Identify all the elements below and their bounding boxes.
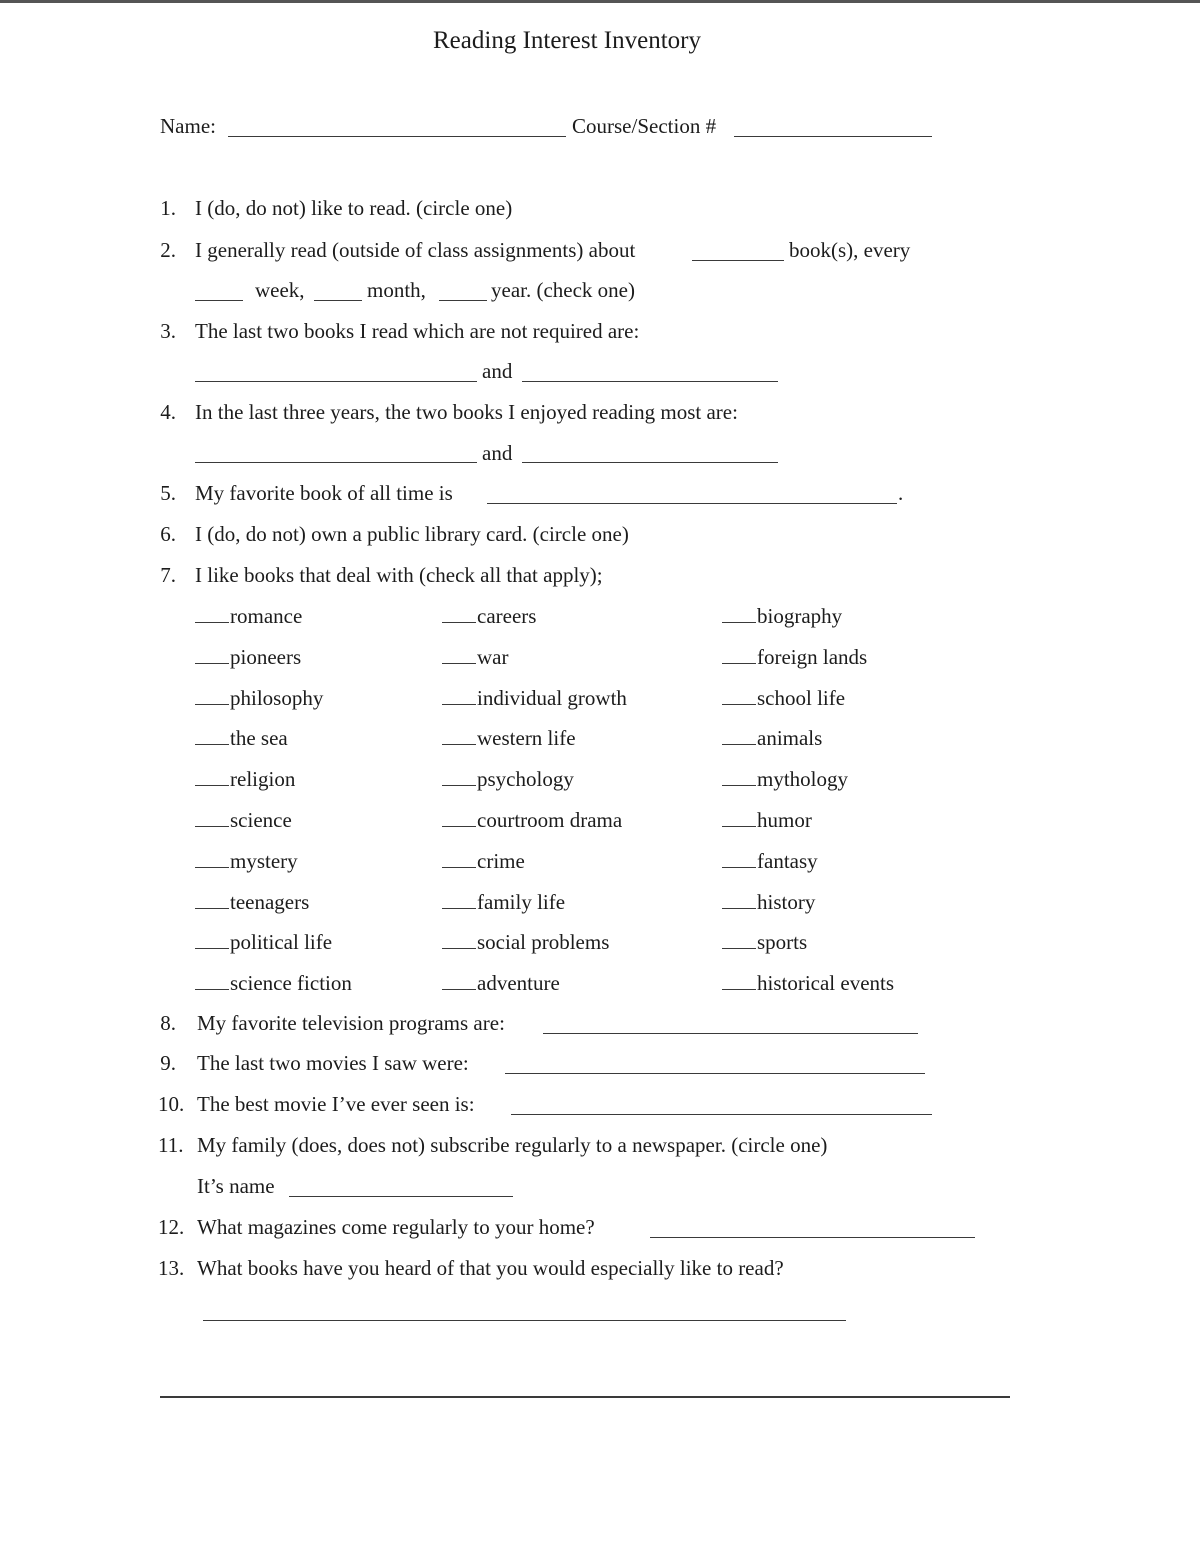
q12-text: What magazines come regularly to your home?: [197, 1215, 595, 1239]
q7-text: I like books that deal with (check all that apply);: [195, 563, 603, 587]
genre-checkbox[interactable]: [442, 851, 476, 868]
genre-checkbox[interactable]: [442, 647, 476, 664]
genre-item: [722, 810, 812, 831]
genre-label: mythology: [757, 767, 849, 791]
q13-answer-line-1[interactable]: [203, 1320, 846, 1321]
genre-checkbox[interactable]: [722, 606, 756, 623]
q2-text: I generally read (outside of class assignments) about: [195, 238, 636, 262]
genre-checkbox[interactable]: [195, 688, 229, 705]
genre-label: careers: [477, 604, 537, 628]
genre-item: [722, 769, 848, 790]
q1-number: 1.: [160, 196, 176, 220]
genre-checkbox[interactable]: [722, 973, 756, 990]
q13-answer-line-2[interactable]: [160, 1396, 1010, 1398]
page-top-edge: [0, 0, 1200, 3]
q8-text: My favorite television programs are:: [197, 1011, 505, 1035]
genre-item: [442, 728, 576, 749]
genre-checkbox[interactable]: [195, 932, 229, 949]
genre-item: [722, 892, 815, 913]
genre-label: school life: [757, 686, 846, 710]
genre-label: mystery: [230, 849, 298, 873]
q2-week-check[interactable]: [195, 300, 243, 301]
q5-text: My favorite book of all time is: [195, 481, 453, 505]
q2-year-label: year. (check one): [491, 278, 635, 302]
name-label: Name:: [160, 114, 216, 138]
q2-text-books: book(s), every: [789, 238, 911, 262]
genre-item: [722, 851, 818, 872]
genre-checkbox[interactable]: [195, 851, 229, 868]
genre-label: crime: [477, 849, 525, 873]
genre-item: [195, 892, 309, 913]
genre-item: [442, 688, 627, 709]
genre-item: [195, 647, 301, 668]
q11-newspaper-name-field[interactable]: [289, 1196, 513, 1197]
genre-label: war: [477, 645, 509, 669]
genre-item: [442, 769, 574, 790]
q11-number: 11.: [158, 1133, 184, 1157]
q2-year-check[interactable]: [439, 300, 487, 301]
genre-label: western life: [477, 726, 576, 750]
q3-and: and: [482, 359, 513, 383]
course-section-field[interactable]: [734, 136, 932, 137]
q10-best-movie-field[interactable]: [511, 1114, 932, 1115]
q4-text: In the last three years, the two books I enjoyed reading most are:: [195, 400, 738, 424]
genre-checkbox[interactable]: [722, 688, 756, 705]
q12-number: 12.: [158, 1215, 185, 1239]
q10-text: The best movie I’ve ever seen is:: [197, 1092, 475, 1116]
genre-checkbox[interactable]: [442, 769, 476, 786]
genre-item: [195, 851, 298, 872]
genre-item: [442, 973, 560, 994]
genre-checkbox[interactable]: [195, 606, 229, 623]
genre-label: courtroom drama: [477, 808, 623, 832]
q8-number: 8.: [160, 1011, 176, 1035]
q10-number: 10.: [158, 1092, 185, 1116]
genre-item: [722, 973, 894, 994]
genre-checkbox[interactable]: [195, 810, 229, 827]
q4-and: and: [482, 441, 513, 465]
q4-number: 4.: [160, 400, 176, 424]
genre-item: [442, 851, 525, 872]
genre-item: [722, 647, 867, 668]
q5-period: .: [898, 481, 904, 505]
genre-item: [722, 728, 822, 749]
q2-book-count-field[interactable]: [692, 260, 784, 261]
genre-label: fantasy: [757, 849, 818, 873]
genre-label: historical events: [757, 971, 895, 995]
q1-text: I (do, do not) like to read. (circle one): [195, 196, 513, 220]
genre-item: [442, 647, 508, 668]
genre-checkbox[interactable]: [442, 932, 476, 949]
genre-item: [722, 606, 842, 627]
genre-item: [195, 769, 295, 790]
genre-label: history: [757, 890, 816, 914]
genre-item: [195, 606, 302, 627]
genre-checkbox[interactable]: [442, 728, 476, 745]
genre-label: political life: [230, 930, 333, 954]
name-field[interactable]: [228, 136, 566, 137]
genre-item: [442, 606, 536, 627]
genre-label: humor: [757, 808, 812, 832]
genre-item: [195, 973, 352, 994]
q9-movies-field[interactable]: [505, 1073, 925, 1074]
q5-number: 5.: [160, 481, 176, 505]
genre-checkbox[interactable]: [442, 973, 476, 990]
genre-item: [195, 932, 332, 953]
q3-number: 3.: [160, 319, 176, 343]
q3-text: The last two books I read which are not required are:: [195, 319, 640, 343]
q13-number: 13.: [158, 1256, 185, 1280]
genre-label: family life: [477, 890, 566, 914]
genre-item: [195, 688, 323, 709]
genre-item: [195, 810, 292, 831]
genre-checkbox[interactable]: [722, 810, 756, 827]
genre-checkbox[interactable]: [195, 769, 229, 786]
genre-checkbox[interactable]: [195, 647, 229, 664]
genre-checkbox[interactable]: [722, 728, 756, 745]
q6-text: I (do, do not) own a public library card. (circle one): [195, 522, 629, 546]
genre-label: psychology: [477, 767, 574, 791]
genre-label: teenagers: [230, 890, 310, 914]
genre-checkbox[interactable]: [195, 892, 229, 909]
genre-label: philosophy: [230, 686, 324, 710]
genre-checkbox[interactable]: [722, 647, 756, 664]
q8-tv-programs-field[interactable]: [543, 1033, 918, 1034]
genre-item: [442, 892, 565, 913]
q4-book-2-field[interactable]: [522, 462, 778, 463]
q13-text: What books have you heard of that you would especially like to read?: [197, 1256, 784, 1280]
genre-checkbox[interactable]: [442, 892, 476, 909]
page-title: Reading Interest Inventory: [433, 27, 701, 54]
q11-text: My family (does, does not) subscribe regularly to a newspaper. (circle one): [197, 1133, 828, 1157]
genre-checkbox[interactable]: [195, 973, 229, 990]
genre-label: romance: [230, 604, 303, 628]
genre-label: foreign lands: [757, 645, 868, 669]
q4-book-1-field[interactable]: [195, 462, 477, 463]
genre-item: [722, 932, 807, 953]
q6-number: 6.: [160, 522, 176, 546]
q2-month-label: month,: [367, 278, 426, 302]
q9-text: The last two movies I saw were:: [197, 1051, 469, 1075]
genre-label: animals: [757, 726, 823, 750]
genre-checkbox[interactable]: [195, 728, 229, 745]
genre-checkbox[interactable]: [722, 769, 756, 786]
genre-label: individual growth: [477, 686, 627, 710]
genre-checkbox[interactable]: [722, 932, 756, 949]
genre-item: [442, 932, 609, 953]
genre-label: biography: [757, 604, 843, 628]
q5-favorite-book-field[interactable]: [487, 503, 897, 504]
genre-checkbox[interactable]: [722, 851, 756, 868]
genre-label: sports: [757, 930, 808, 954]
q2-number: 2.: [160, 238, 176, 262]
genre-label: social problems: [477, 930, 610, 954]
q3-book-2-field[interactable]: [522, 381, 778, 382]
q3-book-1-field[interactable]: [195, 381, 477, 382]
q11-newspaper-name-label: It’s name: [197, 1174, 275, 1198]
course-section-label: Course/Section #: [572, 114, 717, 138]
genre-label: science fiction: [230, 971, 352, 995]
q2-week-label: week,: [255, 278, 305, 302]
genre-item: [442, 810, 622, 831]
genre-label: adventure: [477, 971, 560, 995]
q9-number: 9.: [160, 1051, 176, 1075]
genre-checkbox[interactable]: [722, 892, 756, 909]
genre-label: religion: [230, 767, 296, 791]
genre-checkbox[interactable]: [442, 688, 476, 705]
q12-magazines-field[interactable]: [650, 1237, 975, 1238]
genre-checkbox[interactable]: [442, 810, 476, 827]
genre-label: pioneers: [230, 645, 302, 669]
genre-item: [722, 688, 845, 709]
q7-number: 7.: [160, 563, 176, 587]
genre-item: [195, 728, 288, 749]
genre-label: science: [230, 808, 292, 832]
genre-label: the sea: [230, 726, 288, 750]
genre-checkbox[interactable]: [442, 606, 476, 623]
q2-month-check[interactable]: [314, 300, 362, 301]
